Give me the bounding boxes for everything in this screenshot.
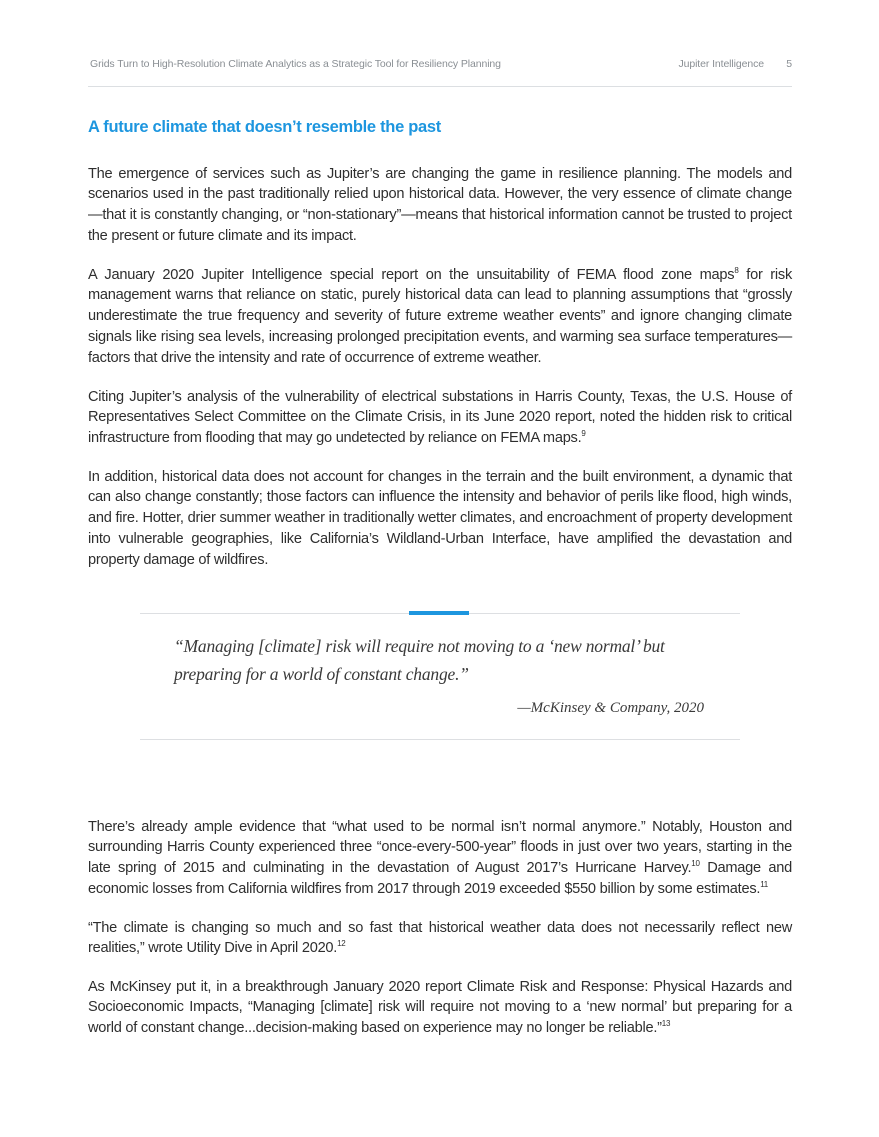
paragraph [88, 918, 792, 960]
footnote-ref[interactable]: 9 [581, 429, 586, 439]
footnote-ref[interactable]: 12 [337, 939, 346, 949]
footnote-ref[interactable]: 13 [661, 1019, 671, 1029]
paragraph [88, 817, 792, 900]
footnote-ref[interactable]: 11 [760, 879, 768, 889]
document-title: Grids Turn to High-Resolution Climate Analytics as a Strategic Tool for Resiliency Planning [90, 58, 501, 70]
paragraph-text: As McKinsey put it, in a breakthrough January 2020 report Climate Risk and Response: Physical Hazards and Socioeconomic Impacts, “Managing [climate] risk will require not moving to a ‘new normal’ but preparing for a world of constant change...decision-making based on experience may no longer be reliable.” [88, 978, 792, 1037]
paragraph [88, 387, 792, 449]
paragraph-text: “The climate is changing so much and so fast that historical weather data does not necessarily reflect new realities,” wrote Utility Dive in April 2020. [88, 919, 792, 957]
paragraph-text: for risk management warns that reliance on static, purely historical data can lead to planning assumptions that “grossly underestimate the true frequency and severity of future extreme weather events” and ignore changing climate signals like rising sea levels, increasing prolonged precipitation events, and warming sea surface temperatures—factors that drive the intensity and rate of occurrence of extreme weather. [88, 266, 792, 366]
header-divider [88, 86, 792, 87]
page-number: 5 [786, 58, 792, 70]
pull-quote-text: “Managing [climate] risk will require not moving to a ‘new normal’ but preparing for a world of constant change.” [174, 636, 665, 684]
paragraph [88, 977, 792, 1039]
section-heading: A future climate that doesn’t resemble the past [88, 118, 441, 136]
paragraph-text: A January 2020 Jupiter Intelligence special report on the unsuitability of FEMA flood zone maps [88, 266, 735, 283]
paragraph: The emergence of services such as Jupiter’s are changing the game in resilience planning. The models and scenarios used in the past traditionally relied upon historical data. However, the very essence of climate change—that it is constantly changing, or “non-stationary”—means that historical information cannot be trusted to project the present or future climate and its impact. [88, 165, 792, 244]
paragraph-text: There’s already ample evidence that “what used to be normal isn’t normal anymore.” Notably, Houston and surrounding Harris County experienced three “once-every-500-year” floods in just over two years, starting in the late spring of 2015 and culminating in the devastation of August 2017’s Hurricane Harvey. [88, 818, 792, 877]
paragraph-text: Citing Jupiter’s analysis of the vulnerability of electrical substations in Harris County, Texas, the U.S. House of Representatives Select Committee on the Climate Crisis, in its June 2020 report, noted the hidden risk to critical infrastructure from flooding that may go undetected by reliance on FEMA maps. [88, 388, 792, 447]
running-header [90, 58, 792, 72]
footnote-ref[interactable]: 10 [691, 859, 700, 869]
organization-name: Jupiter Intelligence [678, 58, 764, 70]
paragraph [88, 265, 792, 369]
paragraph: In addition, historical data does not account for changes in the terrain and the built environment, a dynamic that can also change constantly; those factors can influence the intensity and behavior of perils like flood, high winds, and fire. Hotter, drier summer weather in traditionally wetter climates, and encroachment of property development into vulnerable geographies, like California’s Wildland-Urban Interface, have amplified the devastation and property damage of wildfires. [88, 468, 792, 568]
footnote-ref[interactable]: 8 [734, 265, 739, 275]
quote-bottom-divider [140, 739, 740, 740]
pull-quote-attribution: —McKinsey & Company, 2020 [517, 700, 704, 716]
quote-accent-bar [409, 611, 469, 615]
paragraph-text: Damage and economic losses from California wildfires from 2017 through 2019 exceeded $550 billion by some estimates. [88, 860, 792, 897]
